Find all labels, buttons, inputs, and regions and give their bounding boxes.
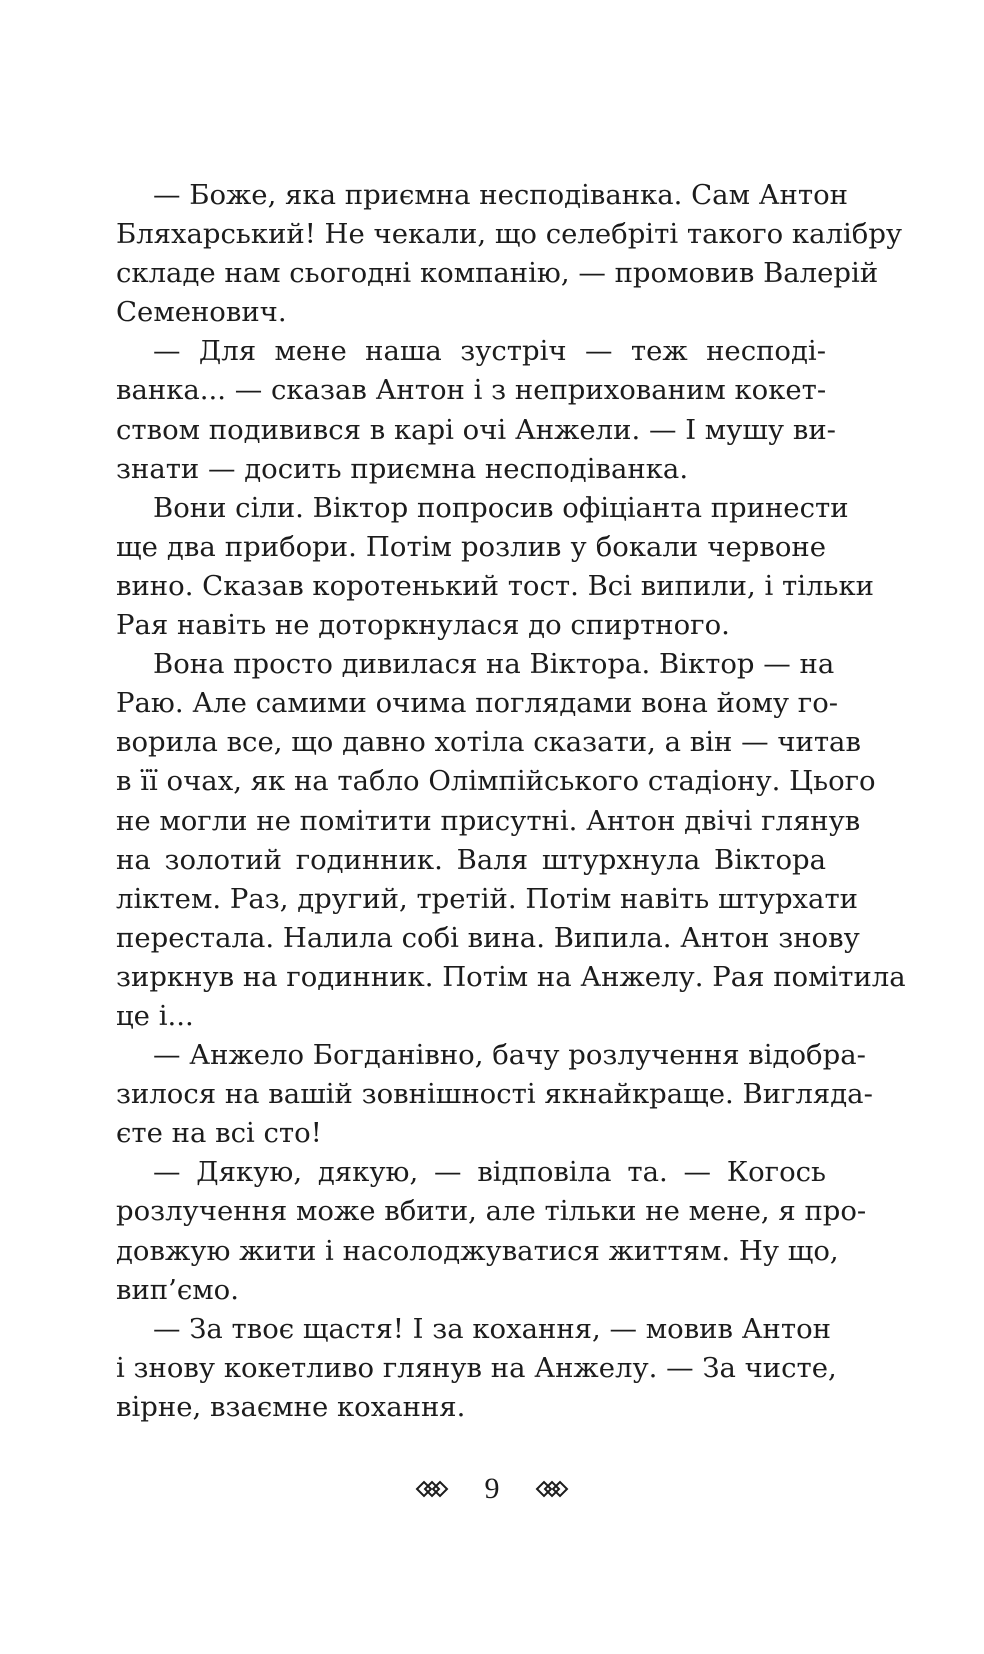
text-line: Семенович. — [116, 296, 287, 329]
paragraph — [116, 332, 836, 488]
page-footer — [0, 1470, 984, 1506]
page-number: 9 — [484, 1472, 500, 1506]
text-line: знати — досить приємна несподіванка. — [116, 452, 689, 485]
text-line: ством подивився в карі очі Анжели. — І мушу ви- — [116, 413, 836, 446]
paragraph — [116, 645, 906, 1036]
text-line: вірне, взаємне кохання. — [116, 1390, 466, 1423]
text-line: не могли не помітити присутні. Антон двічі глянув — [116, 804, 861, 837]
diamond-ornament-icon — [535, 1479, 569, 1499]
text-line: на золотий годинник. Валя штурхнула Віктора — [116, 843, 826, 876]
text-line: Бляхарський! Не чекали, що селебріті такого калібру — [116, 218, 903, 251]
diamond-ornament-icon — [415, 1479, 449, 1499]
text-line: в її очах, як на табло Олімпійського стадіону. Цього — [116, 765, 876, 798]
text-line: Вона просто дивилася на Віктора. Віктор — на — [153, 648, 835, 681]
text-line: Вони сіли. Віктор попросив офіціанта принести — [153, 491, 849, 524]
paragraph — [116, 1036, 873, 1153]
text-line: зилося на вашій зовнішності якнайкраще. Виглядa- — [116, 1078, 873, 1111]
paragraph — [116, 1153, 867, 1309]
text-line: розлучення може вбити, але тільки не мене, я про- — [116, 1195, 867, 1228]
text-line: перестала. Налила собі вина. Випила. Антон знову — [116, 921, 860, 954]
text-line: — Анжело Богданівно, бачу розлучення відобра- — [153, 1039, 866, 1072]
text-line: Раю. Але самими очима поглядами вона йому го- — [116, 687, 839, 720]
paragraph — [116, 1310, 837, 1427]
text-line: Рая навіть не доторкнулася до спиртного. — [116, 609, 730, 642]
text-line: — За твоє щастя! І за кохання, — мовив Антон — [153, 1312, 831, 1345]
text-line: ще два прибори. Потім розлив у бокали червоне — [116, 530, 826, 563]
text-line: — Дякую, дякую, — відповіла та. — Когось — [153, 1156, 826, 1189]
text-line: — Для мене наша зустріч — теж несподі- — [153, 335, 826, 368]
text-line: це і... — [116, 999, 194, 1032]
text-line: вип’ємо. — [116, 1273, 239, 1306]
book-page-body — [116, 176, 906, 1427]
text-line: і знову кокетливо глянув на Анжелу. — За чисте, — [116, 1351, 837, 1384]
text-line: ліктем. Раз, другий, третій. Потім навіть штурхати — [116, 882, 858, 915]
text-line: довжую жити і насолоджуватися життям. Ну що, — [116, 1234, 839, 1267]
paragraph — [116, 176, 903, 332]
paragraph — [116, 489, 874, 645]
text-line: ванка... — сказав Антон і з неприхованим кокет- — [116, 374, 827, 407]
text-line: вино. Сказав коротенький тост. Всі випили, і тільки — [116, 569, 874, 602]
text-line: зиркнув на годинник. Потім на Анжелу. Рая помітила — [116, 960, 906, 993]
text-line: складе нам сьогодні компанію, — промовив Валерій — [116, 257, 879, 290]
text-line: єте на всі сто! — [116, 1117, 322, 1150]
text-line: ворила все, що давно хотіла сказати, а він — читав — [116, 726, 861, 759]
text-line: — Боже, яка приємна несподіванка. Сам Антон — [153, 179, 848, 211]
